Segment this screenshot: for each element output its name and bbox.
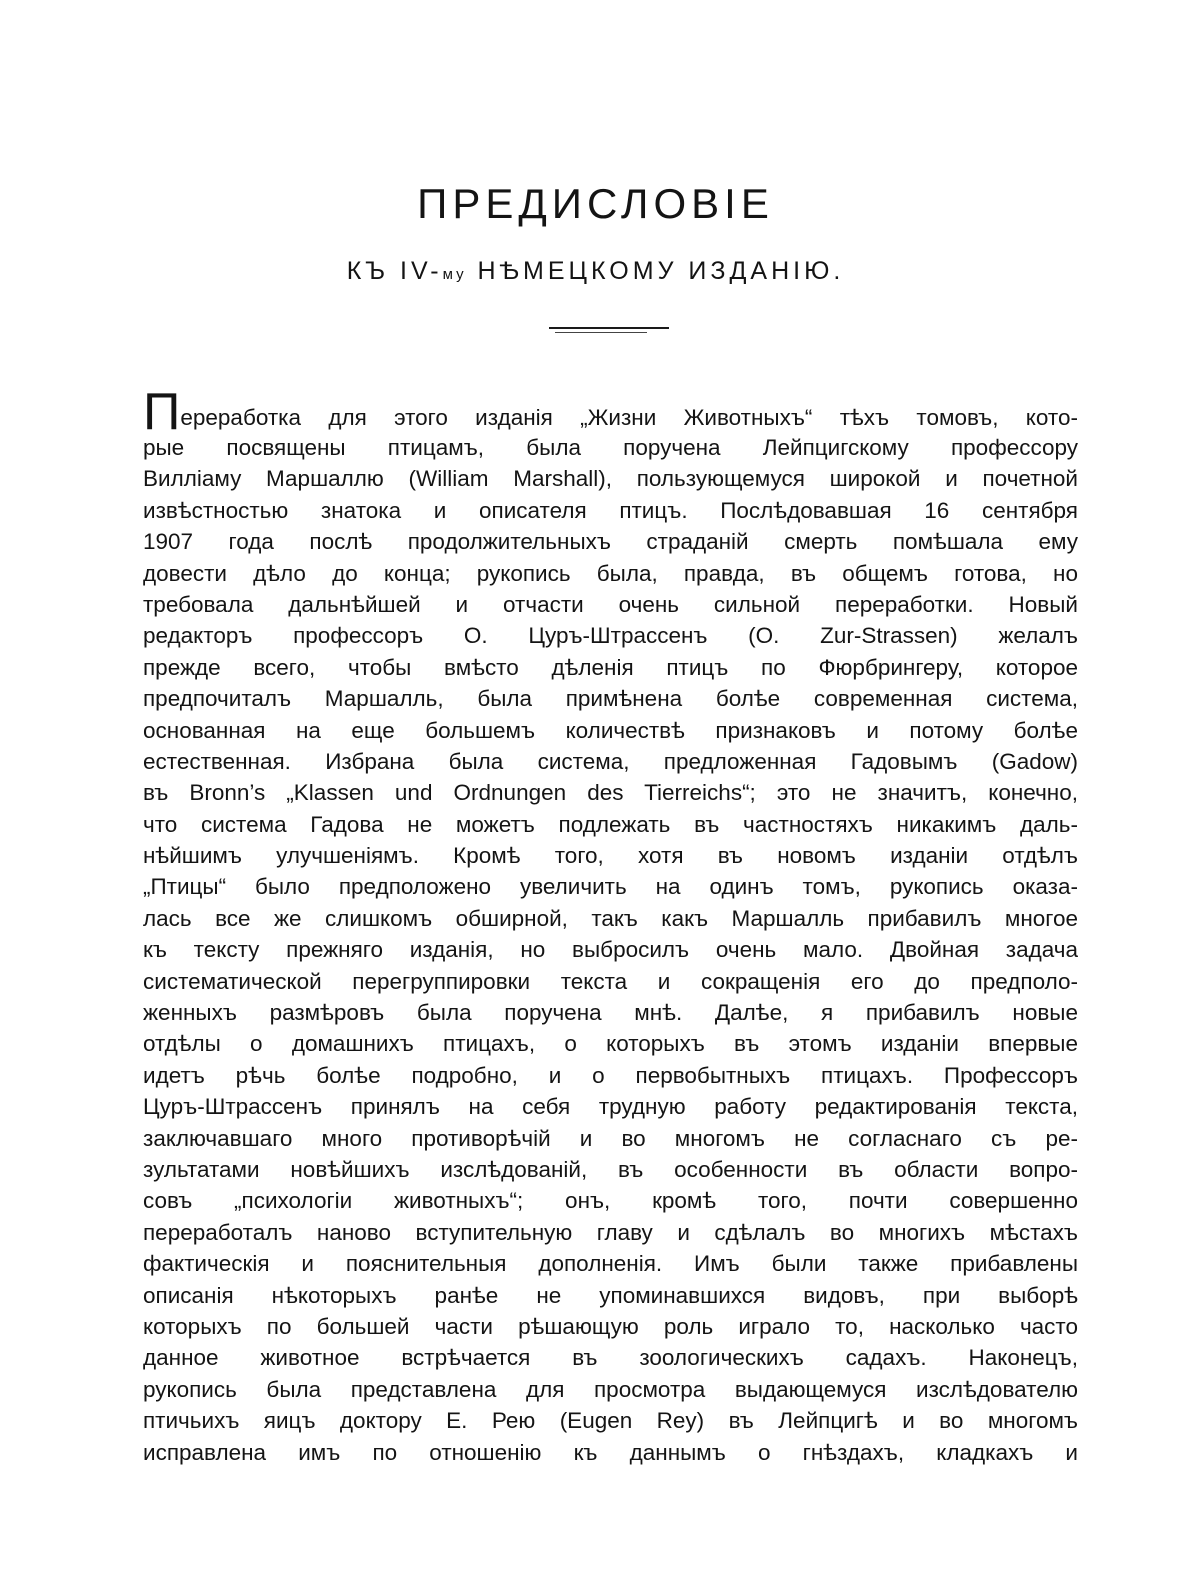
- text-line: требовала дальнѣйшей и отчасти очень сильной переработки. Новый: [143, 591, 1078, 617]
- divider-line-top: [549, 327, 669, 329]
- text-line: прежде всего, чтобы вмѣсто дѣленія птицъ по Фюрбрингеру, которое: [143, 654, 1078, 680]
- text-line: основанная на еще большемъ количествѣ признаковъ и потому болѣе: [143, 717, 1078, 743]
- text-line: птичьихъ яицъ доктору Е. Рею (Eugen Rey) въ Лейпцигѣ и во многомъ: [143, 1408, 1078, 1434]
- text-line: фактическія и пояснительныя дополненія. Имъ были также прибавлены: [143, 1251, 1078, 1277]
- text-line: систематической перегруппировки текста и сокращенія его до предполо-: [143, 968, 1078, 994]
- text-line: нѣйшимъ улучшеніямъ. Кромѣ того, хотя въ новомъ изданіи отдѣлъ: [143, 843, 1078, 869]
- ornamental-divider: [549, 327, 669, 335]
- text-line: идетъ рѣчь болѣе подробно, и о первобытныхъ птицахъ. Профессоръ: [143, 1062, 1078, 1088]
- text-line: описанія нѣкоторыхъ ранѣе не упоминавшихся видовъ, при выборѣ: [143, 1282, 1078, 1308]
- page-subtitle: [0, 254, 1191, 292]
- text-line: рые посвящены птицамъ, была поручена Лейпцигскому профессору: [143, 435, 1078, 460]
- subtitle-prefix: КЪ IV-: [346, 257, 443, 285]
- text-line: исправлена имъ по отношенію къ даннымъ о гнѣздахъ, кладкахъ и: [143, 1439, 1078, 1465]
- text-line: къ тексту прежняго изданія, но выбросилъ очень мало. Двойная задача: [143, 937, 1078, 963]
- divider-line-bottom: [555, 332, 647, 333]
- text-line: переработалъ наново вступительную главу и сдѣлалъ во многихъ мѣстахъ: [143, 1219, 1078, 1245]
- text-line: 1907 года послѣ продолжительныхъ страданій смерть помѣшала ему: [143, 529, 1078, 555]
- text-line: рукопись была представлена для просмотра выдающемуся изслѣдователю: [143, 1376, 1078, 1402]
- drop-cap: П: [143, 392, 181, 432]
- text-line: извѣстностью знатока и описателя птицъ. Послѣдовавшая 16 сентября: [143, 497, 1078, 523]
- text-line: что система Гадова не можетъ подлежать въ частностяхъ никакимъ даль-: [143, 811, 1078, 837]
- page-title: ПРЕДИСЛОВІЕ: [417, 180, 774, 227]
- body-paragraph: [143, 392, 1078, 1468]
- text-line: которыхъ по большей части рѣшающую роль играло то, насколько часто: [143, 1313, 1078, 1339]
- text-line: зультатами новѣйшихъ изслѣдованій, въ особенности въ области вопро-: [143, 1156, 1078, 1182]
- text-line: предпочиталъ Маршалль, была примѣнена болѣе современная система,: [143, 686, 1078, 712]
- text-line: редакторъ профессоръ О. Цуръ-Штрассенъ (O. Zur-Strassen) желалъ: [143, 623, 1078, 649]
- text-line: довести дѣло до конца; рукопись была, правда, въ общемъ готова, но: [143, 560, 1078, 586]
- subtitle-suffix: НѢМЕЦКОМУ ИЗДАНІЮ.: [466, 257, 845, 285]
- text-line: Цуръ-Штрассенъ принялъ на себя трудную работу редактированія текста,: [143, 1094, 1078, 1120]
- text-line: „Птицы“ было предположено увеличить на одинъ томъ, рукопись оказа-: [143, 874, 1078, 900]
- text-line: Вилліаму Маршаллю (William Marshall), пользующемуся широкой и почетной: [143, 466, 1078, 492]
- text-line: естественная. Избрана была система, предложенная Гадовымъ (Gadow): [143, 748, 1078, 774]
- text-line: женныхъ размѣровъ была поручена мнѣ. Далѣе, я прибавилъ новые: [143, 1000, 1078, 1026]
- text-line: заключавшаго много противорѣчій и во многомъ не согласнаго съ ре-: [143, 1125, 1078, 1151]
- text-line: данное животное встрѣчается въ зоологическихъ садахъ. Наконецъ,: [143, 1345, 1078, 1371]
- subtitle-superscript: му: [442, 266, 467, 283]
- text-line: лась все же слишкомъ обширной, такъ какъ Маршалль прибавилъ многое: [143, 905, 1078, 931]
- text-line: совъ „психологіи животныхъ“; онъ, кромѣ того, почти совершенно: [143, 1188, 1078, 1214]
- text-line: отдѣлы о домашнихъ птицахъ, о которыхъ въ этомъ изданіи впервые: [143, 1031, 1078, 1057]
- text-line: Переработка для этого изданія „Жизни Животныхъ“ тѣхъ томовъ, кото-: [143, 392, 1078, 432]
- text-line: въ Bronn’s „Klassen und Ordnungen des Tierreichs“; это не значитъ, конечно,: [143, 780, 1078, 806]
